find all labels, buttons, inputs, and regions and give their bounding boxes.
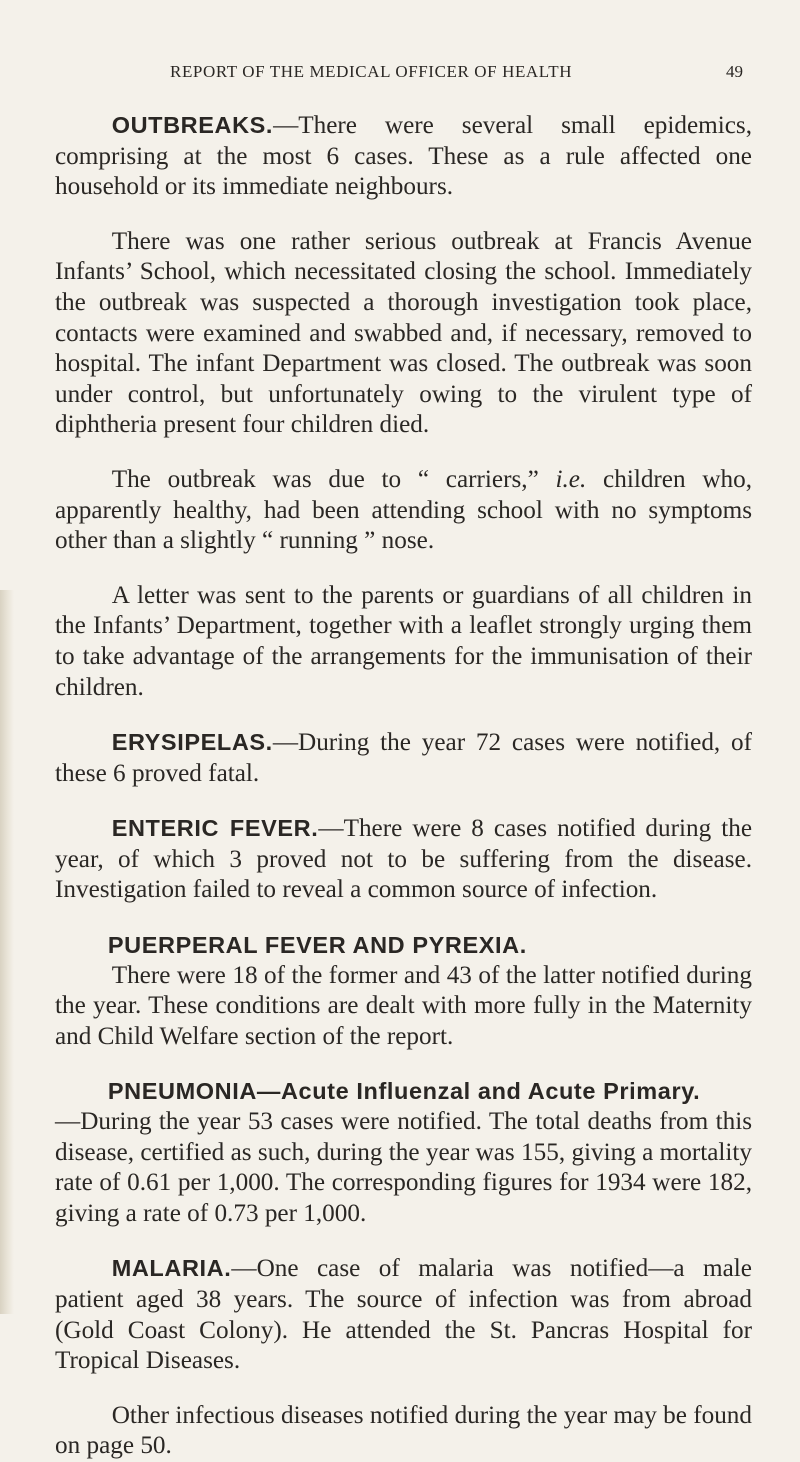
malaria-paragraph bbox=[55, 1253, 752, 1376]
puerperal-paragraph: There were 18 of the former and 43 of the latter notified during the year. These conditions are dealt with more fully in the Maternity and Child Welfare section of the report. bbox=[55, 961, 752, 1050]
enteric-heading: ENTERIC FEVER. bbox=[111, 815, 319, 842]
outbreaks-text-3b: children who, apparently healthy, had been attending school with no symptoms other than a slightly “ running ” nose. bbox=[55, 465, 752, 555]
outbreaks-text-1: —There were several small epidemics, comprising at the most 6 cases. These as a rule affected one household or its immediate neighbours. bbox=[55, 112, 752, 201]
erysipelas-heading: ERYSIPELAS. bbox=[111, 729, 273, 756]
binding-edge bbox=[0, 590, 14, 1314]
outbreaks-text-3a: The outbreak was due to “ carriers,” bbox=[111, 465, 556, 493]
enteric-text: —There were 8 cases notified during the year, of which 3 proved not to be suffering from the disease. Investigation failed to reveal a common source of infection. bbox=[55, 815, 752, 904]
pneumonia-paragraph: —During the year 53 cases were notified. The total deaths from this disease, certified as such, during the year was 155, giving a mortality rate of 0.61 per 1,000. The corresponding figures for 1934 were 182, giving a rate of 0.73 per 1,000. bbox=[55, 1108, 752, 1227]
enteric-paragraph bbox=[55, 813, 752, 906]
page-number: 49 bbox=[726, 62, 743, 81]
closing-paragraph: Other infectious diseases notified during the year may be found on page 50. bbox=[55, 1401, 752, 1460]
outbreaks-paragraph-1 bbox=[55, 110, 752, 203]
erysipelas-text: —During the year 72 cases were notified, of these 6 proved fatal. bbox=[55, 729, 752, 787]
outbreaks-heading: OUTBREAKS. bbox=[111, 112, 274, 138]
outbreaks-paragraph-4: A letter was sent to the parents or guardians of all children in the Infants’ Department, together with a leaflet strongly urging them to take advantage of the arrangements for the immunisation of their children. bbox=[55, 581, 752, 701]
malaria-text: —One case of malaria was notified—a male patient aged 38 years. The source of infection was from abroad (Gold Coast Colony). He attended the St. Pancras Hospital for Tropical Diseases. bbox=[55, 1255, 752, 1375]
outbreaks-paragraph-2: There was one rather serious outbreak at Francis Avenue Infants’ School, which necessitated closing the school. Immediately the outbreak was suspected a thorough investigation took place, contacts were examined and swabbed and, if necessary, removed to hospital. The infant Department was closed. The outbreak was soon under control, but unfortunately owing to the virulent type of diphtheria present four children died. bbox=[55, 227, 752, 439]
erysipelas-paragraph bbox=[55, 727, 752, 789]
pneumonia-heading: PNEUMONIA—Acute Influenzal and Acute Primary. bbox=[107, 1078, 701, 1105]
puerperal-heading: PUERPERAL FEVER AND PYREXIA. bbox=[107, 932, 527, 959]
malaria-heading: MALARIA. bbox=[111, 1255, 232, 1282]
body-text bbox=[55, 110, 752, 1462]
outbreaks-paragraph-3 bbox=[55, 465, 752, 557]
header-title: REPORT OF THE MEDICAL OFFICER OF HEALTH bbox=[170, 62, 573, 81]
outbreaks-text-ie: i.e. bbox=[555, 465, 587, 493]
running-header bbox=[0, 62, 800, 92]
